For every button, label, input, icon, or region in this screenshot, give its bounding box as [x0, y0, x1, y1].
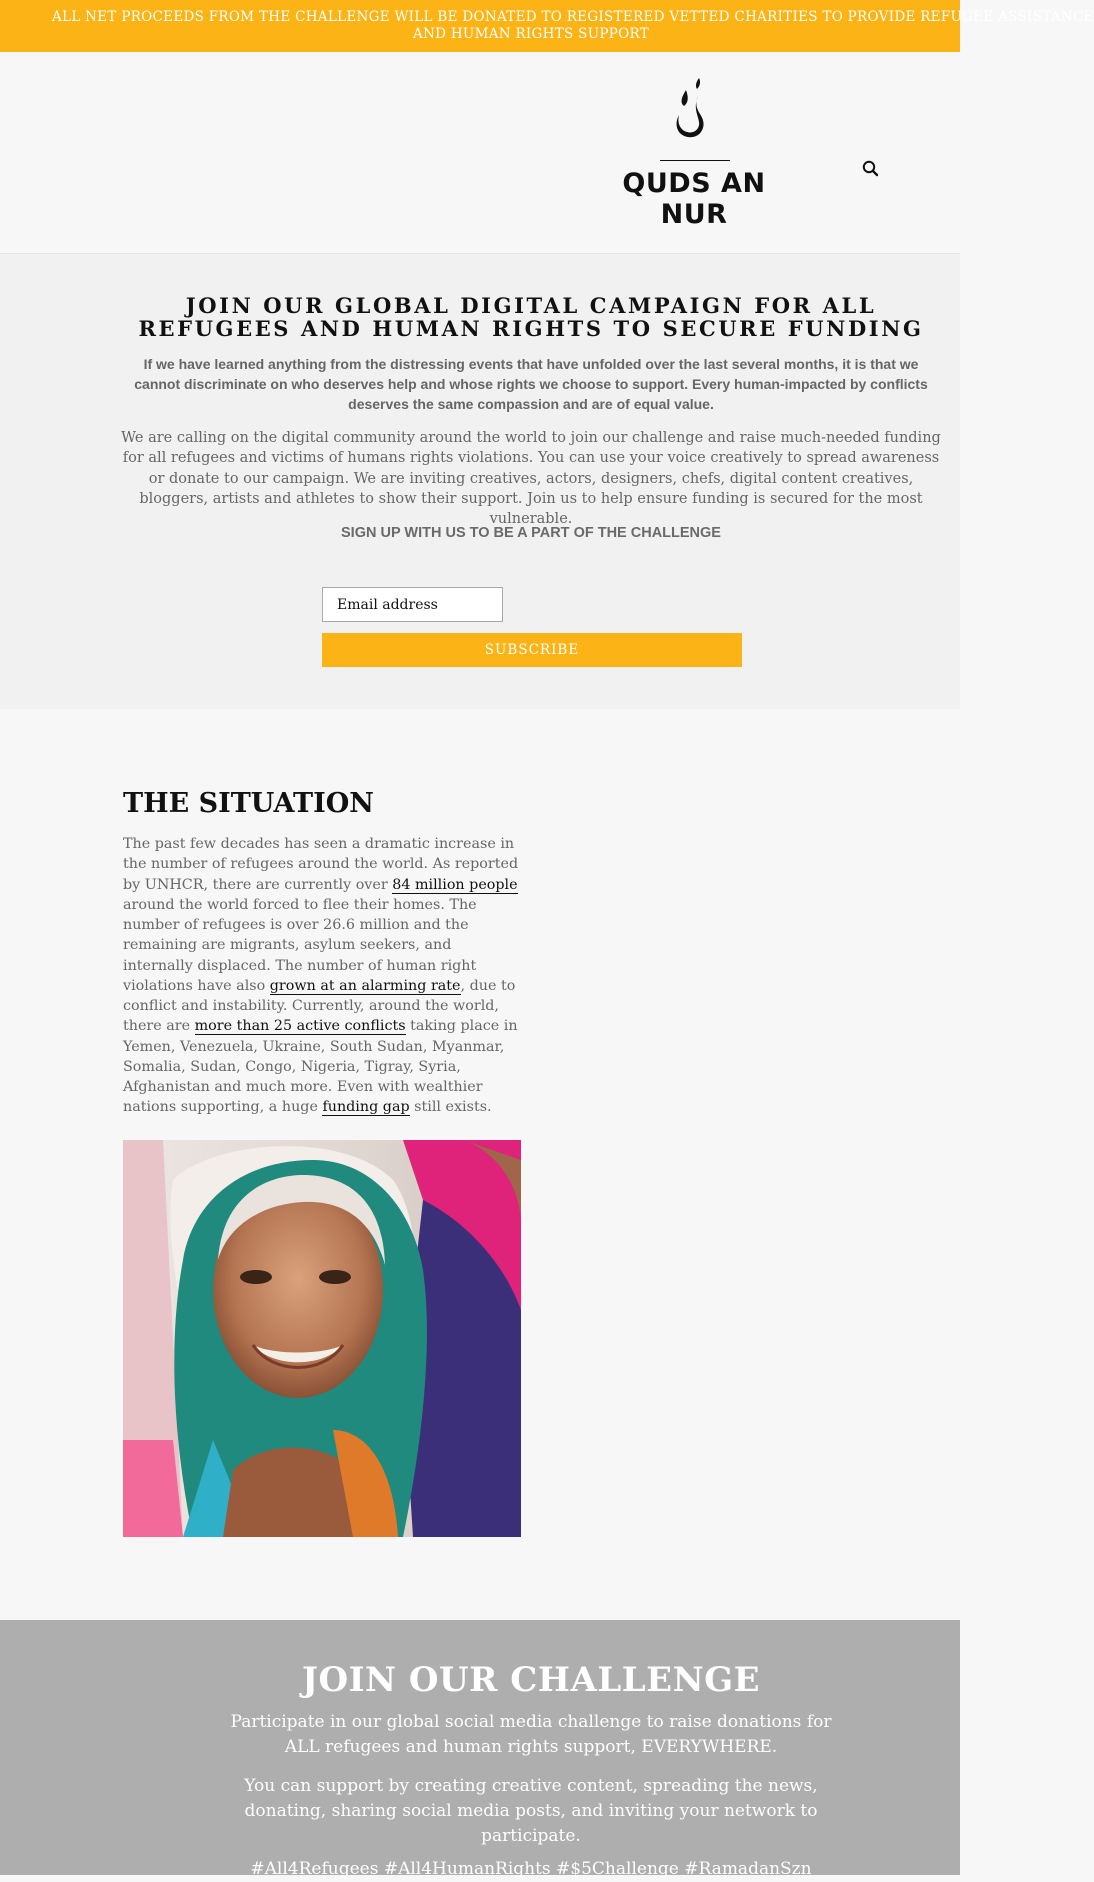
subscribe-button[interactable]: SUBSCRIBE — [322, 633, 742, 667]
search-button[interactable] — [860, 158, 882, 180]
challenge-paragraph-1: Participate in our global social media challenge to raise donations for ALL refugees and human rights support, EVERYWHERE. — [230, 1712, 832, 1757]
situation-text-part: taking place in Yemen, Venezuela, Ukraine, South Sudan, Myanmar, Somalia, Sudan, Congo, Nigeria, Tigray, Syria, Afghanistan and much more. Even with wealthier nations supporting, a huge — [123, 1018, 518, 1116]
signup-heading: SIGN UP WITH US TO BE A PART OF THE CHALLENGE — [341, 525, 721, 541]
situation-text-part: still exists. — [409, 1099, 492, 1116]
logo-divider — [660, 160, 730, 161]
link-funding-gap[interactable]: funding gap — [322, 1099, 410, 1116]
situation-text-part: around the world forced to flee their homes. The number of refugees is over 26.6 million and the remaining are migrants, asylum seekers, and internally displaced. The number of human right violations have also — [123, 896, 477, 994]
announcement-text-line2: AND HUMAN RIGHTS SUPPORT — [412, 26, 650, 42]
site-logo[interactable] — [598, 72, 790, 230]
link-active-conflicts[interactable]: more than 25 active conflicts — [194, 1018, 406, 1035]
email-field[interactable] — [322, 587, 503, 622]
campaign-lead: If we have learned anything from the distressing events that have unfolded over the last several months, it is that we cannot discriminate on who deserves help and whose rights we choose to support. Every human-impacted by conflicts deserves the same compassion and are of equal value. — [134, 356, 928, 412]
situation-text — [123, 834, 521, 1118]
situation-text-part: , due to conflict and instability. Currently, around the world, there are — [123, 977, 516, 1035]
logo-drop-icon — [669, 72, 719, 152]
challenge-hashtags: #All4Refugees #All4HumanRights #$5Challenge #RamadanSzn — [250, 1859, 812, 1879]
refugee-child-photo — [123, 1140, 521, 1537]
site-header — [0, 52, 960, 254]
announcement-text-line1: ALL NET PROCEEDS FROM THE CHALLENGE WILL BE DONATED TO REGISTERED VETTED CHARITIES TO PROVIDE REFUGEE ASSISTANCE — [52, 9, 1094, 25]
link-84-million-people[interactable]: 84 million people — [392, 876, 518, 893]
situation-title: THE SITUATION — [123, 788, 374, 819]
campaign-body: We are calling on the digital community around the world to join our challenge and raise much-needed funding for all refugees and victims of humans rights violations. You can use your voice creatively to spread awareness or donate to our campaign. We are inviting creatives, actors, designers, chefs, digital content creatives, bloggers, artists and athletes to show their support. Join us to help ensure funding is secured for the most vulnerable. — [121, 430, 941, 528]
campaign-section — [0, 254, 960, 709]
challenge-paragraph-2: You can support by creating creative content, spreading the news, donating, sharing social media posts, and inviting your network to participate. — [244, 1776, 818, 1846]
campaign-title: JOIN OUR GLOBAL DIGITAL CAMPAIGN FOR ALL REFUGEES AND HUMAN RIGHTS TO SECURE FUNDING — [138, 293, 924, 341]
link-grown-at-alarming-rate[interactable]: grown at an alarming rate — [269, 977, 461, 994]
logo-text: QUDS AN NUR — [622, 168, 766, 230]
situation-text-part: The past few decades has seen a dramatic increase in the number of refugees around the world. As reported by UNHCR, there are currently over — [123, 836, 519, 893]
announcement-bar — [0, 0, 1094, 52]
challenge-title: JOIN OUR CHALLENGE — [301, 1660, 761, 1700]
challenge-section — [0, 1620, 960, 1879]
search-icon — [860, 158, 882, 180]
